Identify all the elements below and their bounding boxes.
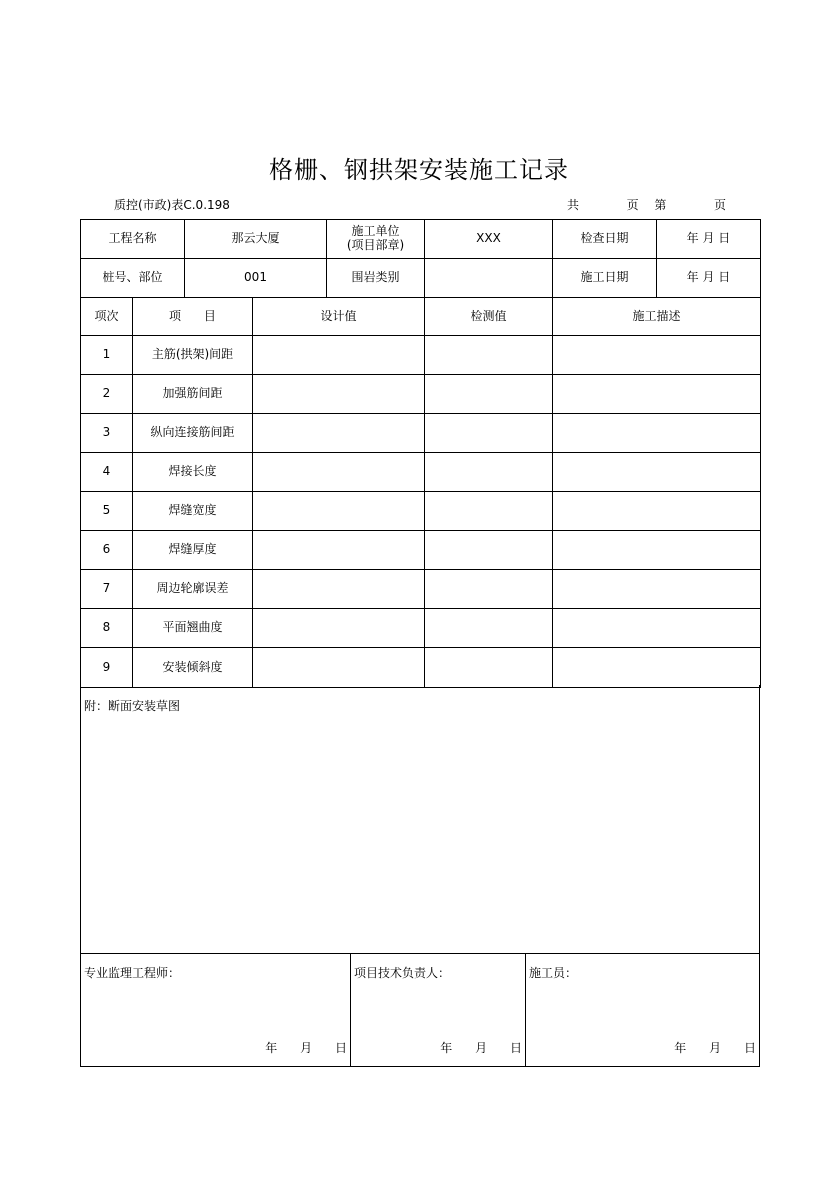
page-current-label: 第	[654, 198, 667, 212]
worker-label: 施工员：	[529, 966, 578, 980]
signature-section	[80, 953, 760, 1067]
table-row	[81, 414, 761, 453]
tech-lead-label: 项目技术负责人：	[354, 966, 451, 980]
measured-value-cell[interactable]	[425, 492, 553, 531]
construction-unit-label-line2: (项目部章)	[346, 238, 405, 252]
description-cell[interactable]	[553, 531, 761, 570]
design-value-cell[interactable]	[253, 609, 425, 648]
check-date-value[interactable]: 年 月 日	[657, 220, 761, 259]
design-value-cell[interactable]	[253, 375, 425, 414]
sketch-area[interactable]	[80, 685, 760, 954]
description-cell[interactable]	[553, 414, 761, 453]
row-item: 安装倾斜度	[133, 648, 253, 688]
table-row	[81, 648, 761, 688]
form-code: 质控(市政)表C.0.198	[114, 198, 230, 212]
table-row	[81, 531, 761, 570]
table-row	[81, 336, 761, 375]
supervisor-label: 专业监理工程师：	[84, 966, 181, 980]
rock-class-value[interactable]	[425, 259, 553, 298]
table-row	[81, 453, 761, 492]
row-item: 焊缝宽度	[133, 492, 253, 531]
sketch-label: 附：断面安装草图	[84, 699, 181, 713]
project-name-label: 工程名称	[81, 220, 185, 259]
row-no: 1	[81, 336, 133, 375]
construct-date-value[interactable]: 年 月 日	[657, 259, 761, 298]
page-unit-label: 页	[626, 198, 639, 212]
row-no: 2	[81, 375, 133, 414]
row-item: 焊接长度	[133, 453, 253, 492]
project-name-value[interactable]: 那云大厦	[185, 220, 327, 259]
design-value-cell[interactable]	[253, 453, 425, 492]
description-cell[interactable]	[553, 375, 761, 414]
row-item: 焊缝厚度	[133, 531, 253, 570]
row-no: 3	[81, 414, 133, 453]
measured-value-cell[interactable]	[425, 531, 553, 570]
construction-unit-label	[327, 220, 425, 259]
row-item: 加强筋间距	[133, 375, 253, 414]
page-counter	[567, 196, 726, 213]
col-header-item: 项 目	[133, 298, 253, 336]
page-title: 格栅、钢拱架安装施工记录	[269, 156, 569, 184]
measured-value-cell[interactable]	[425, 375, 553, 414]
col-header-measured: 检测值	[425, 298, 553, 336]
row-no: 7	[81, 570, 133, 609]
construct-date-label: 施工日期	[553, 259, 657, 298]
description-cell[interactable]	[553, 570, 761, 609]
table-row	[81, 375, 761, 414]
table-row	[81, 570, 761, 609]
description-cell[interactable]	[553, 492, 761, 531]
check-date-label: 检查日期	[553, 220, 657, 259]
design-value-cell[interactable]	[253, 570, 425, 609]
design-value-cell[interactable]	[253, 531, 425, 570]
page-unit-label-2: 页	[713, 198, 726, 212]
supervisor-date: 年 月 日	[265, 1041, 347, 1055]
table-row	[81, 609, 761, 648]
record-table	[80, 219, 761, 688]
rock-class-label: 围岩类别	[327, 259, 425, 298]
row-no: 8	[81, 609, 133, 648]
construction-unit-value[interactable]: XXX	[425, 220, 553, 259]
measured-value-cell[interactable]	[425, 570, 553, 609]
description-cell[interactable]	[553, 453, 761, 492]
measured-value-cell[interactable]	[425, 453, 553, 492]
tech-lead-signature-box[interactable]	[351, 954, 526, 1066]
supervisor-signature-box[interactable]	[81, 954, 351, 1066]
description-cell[interactable]	[553, 609, 761, 648]
row-no: 9	[81, 648, 133, 688]
row-no: 6	[81, 531, 133, 570]
description-cell[interactable]	[553, 648, 761, 688]
table-row	[81, 492, 761, 531]
worker-signature-box[interactable]	[526, 954, 759, 1066]
measured-value-cell[interactable]	[425, 609, 553, 648]
measured-value-cell[interactable]	[425, 414, 553, 453]
row-no: 5	[81, 492, 133, 531]
row-item: 平面翘曲度	[133, 609, 253, 648]
page-total-label: 共	[566, 198, 579, 212]
col-header-no: 项次	[81, 298, 133, 336]
description-cell[interactable]	[553, 336, 761, 375]
design-value-cell[interactable]	[253, 336, 425, 375]
measured-value-cell[interactable]	[425, 648, 553, 688]
design-value-cell[interactable]	[253, 414, 425, 453]
design-value-cell[interactable]	[253, 492, 425, 531]
row-item: 纵向连接筋间距	[133, 414, 253, 453]
construction-unit-label-line1: 施工单位	[351, 224, 400, 239]
worker-date: 年 月 日	[674, 1041, 756, 1055]
col-header-description: 施工描述	[553, 298, 761, 336]
col-header-design: 设计值	[253, 298, 425, 336]
tech-lead-date: 年 月 日	[440, 1041, 522, 1055]
design-value-cell[interactable]	[253, 648, 425, 688]
station-value[interactable]: 001	[185, 259, 327, 298]
row-item: 主筋(拱架)间距	[133, 336, 253, 375]
row-item: 周边轮廓误差	[133, 570, 253, 609]
measured-value-cell[interactable]	[425, 336, 553, 375]
station-label: 桩号、部位	[81, 259, 185, 298]
row-no: 4	[81, 453, 133, 492]
